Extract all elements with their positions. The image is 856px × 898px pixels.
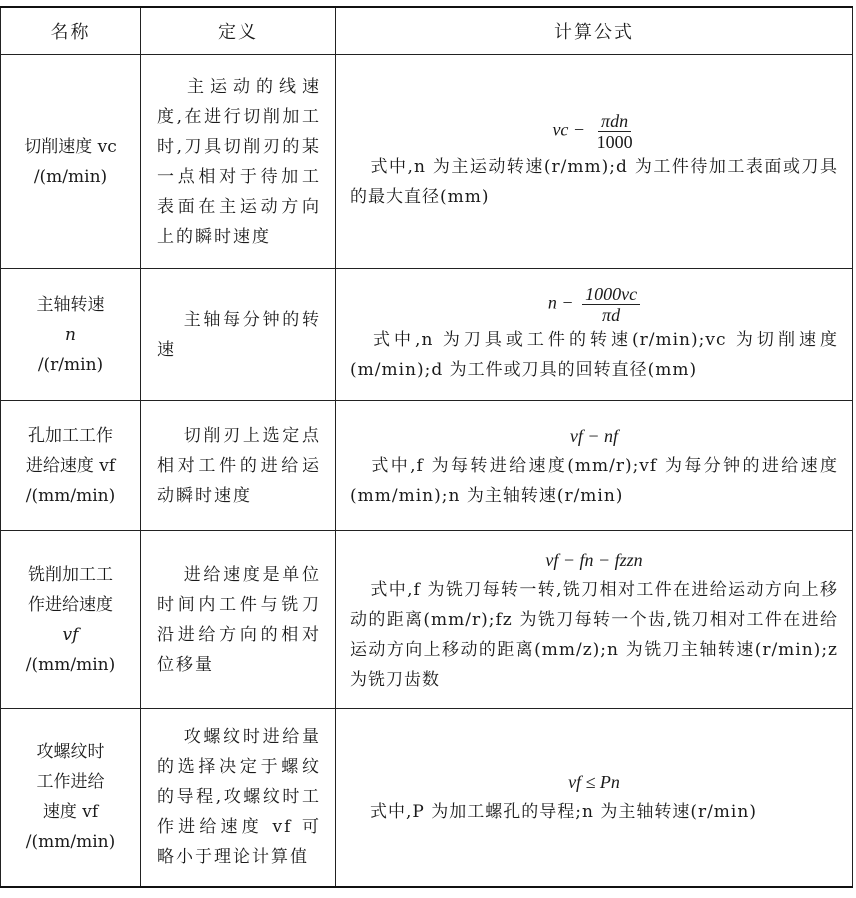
name-line: 攻螺纹时	[36, 742, 105, 763]
formula-description	[350, 575, 838, 695]
row-formula	[336, 709, 853, 887]
definition-text: 主运动的线速度,在进行切削加工时,刀具切削刃的某一点相对于待加工表面在主运动方向上的瞬时速度	[157, 76, 321, 247]
formula: vf ≤ Pn	[568, 772, 620, 793]
row-definition	[141, 55, 336, 269]
formula: vf − fn − fzzn	[545, 549, 643, 570]
name-line: 主轴转速	[36, 294, 105, 315]
row-definition	[141, 709, 336, 887]
name-line: n	[65, 324, 76, 345]
name-line: 铣削加工工	[28, 564, 113, 585]
header-name: 名称	[1, 7, 141, 55]
formula-denominator: 1000	[596, 132, 633, 152]
row-formula	[336, 531, 853, 709]
formula-description	[350, 451, 838, 511]
name-line: /(mm/min)	[25, 832, 116, 853]
formula-lhs: vc −	[552, 119, 586, 140]
definition-text: 切削刃上选定点相对工件的进给运动瞬时速度	[157, 425, 321, 506]
formula-fraction	[594, 111, 636, 152]
formula-fraction	[582, 284, 640, 325]
name-line: 进给速度 vf	[25, 455, 116, 476]
description-text: 式中,n 为刀具或工件的转速(r/min);vc 为切削速度(m/min);d 为工件或刀具的回转直径(mm)	[350, 330, 838, 380]
name-line: 速度 vf	[42, 802, 99, 823]
row-definition	[141, 531, 336, 709]
formula-description	[350, 325, 838, 385]
formula-numerator: 1000vc	[582, 284, 640, 305]
name-line: 孔加工工作	[28, 425, 113, 446]
description-text: 式中,f 为每转进给速度(mm/r);vf 为每分钟的进给速度(mm/min);n 为主轴转速(r/min)	[350, 455, 838, 506]
row-name	[1, 55, 141, 269]
formula-denominator: πd	[602, 305, 621, 325]
formula	[350, 111, 838, 152]
row-name	[1, 709, 141, 887]
row-name	[1, 269, 141, 401]
formula-description	[350, 152, 838, 212]
formula	[350, 284, 838, 325]
definition-text: 攻螺纹时进给量的选择决定于螺纹的导程,攻螺纹时工作进给速度 vf 可略小于理论计算值	[157, 727, 321, 868]
formula-description	[350, 797, 838, 827]
name-line: 作进给速度	[28, 594, 113, 615]
name-line: /(mm/min)	[25, 654, 116, 675]
table-row	[1, 401, 853, 531]
row-formula	[336, 269, 853, 401]
header-formula: 计算公式	[336, 7, 853, 55]
definition-text: 进给速度是单位时间内工件与铣刀沿进给方向的相对位移量	[157, 564, 321, 675]
header-definition: 定义	[141, 7, 336, 55]
row-definition	[141, 269, 336, 401]
name-line: vf	[62, 624, 79, 645]
header-row	[1, 7, 853, 55]
table-row	[1, 709, 853, 887]
formula: vf − nf	[569, 425, 619, 446]
row-name	[1, 531, 141, 709]
formula-lhs: n −	[547, 292, 574, 313]
row-definition	[141, 401, 336, 531]
table-row	[1, 269, 853, 401]
row-formula	[336, 55, 853, 269]
row-formula	[336, 401, 853, 531]
table-row	[1, 55, 853, 269]
formula-numerator: πdn	[598, 111, 631, 132]
definition-text: 主轴每分钟的转速	[157, 309, 321, 360]
name-line: /(m/min)	[33, 166, 108, 187]
name-line: 切削速度 vc	[24, 136, 117, 157]
name-line: /(mm/min)	[25, 485, 116, 506]
name-line: /(r/min)	[37, 354, 104, 375]
row-name	[1, 401, 141, 531]
description-text: 式中,n 为主运动转速(r/mm);d 为工件待加工表面或刀具的最大直径(mm)	[350, 157, 838, 207]
name-line: 工作进给	[36, 772, 105, 793]
description-text: 式中,f 为铣刀每转一转,铣刀相对工件在进给运动方向上移动的距离(mm/r);fz 为铣刀每转一个齿,铣刀相对工件在进给运动方向上移动的距离(mm/z);n 为铣刀主轴转速(r/min);z 为铣刀齿数	[350, 579, 838, 690]
table-row	[1, 531, 853, 709]
formula-table	[0, 6, 853, 888]
description-text: 式中,P 为加工螺孔的导程;n 为主轴转速(r/min)	[370, 802, 757, 823]
